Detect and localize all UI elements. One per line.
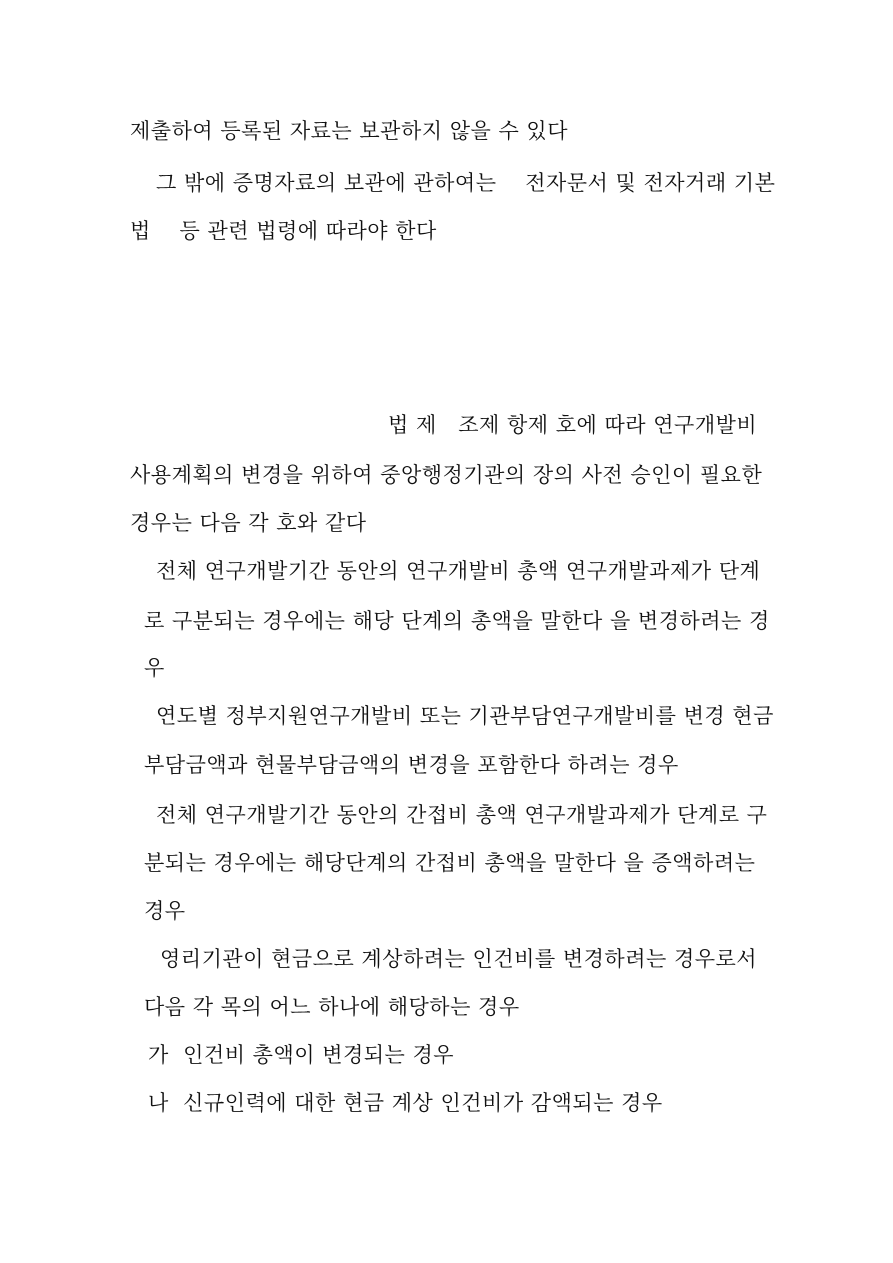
text-line-17: 가 인건비 총액이 변경되는 경우	[148, 1043, 455, 1067]
text-line-1: 제출하여 등록된 자료는 보관하지 않을 수 있다	[130, 119, 568, 143]
text-line-3: 법 등 관련 법령에 따라야 한다	[130, 219, 437, 243]
text-line-8: 로 구분되는 경우에는 해당 단계의 총액을 말한다 을 변경하려는 경	[144, 609, 770, 633]
text-line-18: 나 신규인력에 대한 현금 계상 인건비가 감액되는 경우	[148, 1091, 663, 1115]
text-line-11: 부담금액과 현물부담금액의 변경을 포함한다 하려는 경우	[144, 753, 679, 777]
text-line-13: 분되는 경우에는 해당단계의 간접비 총액을 말한다 을 증액하려는	[144, 851, 756, 875]
text-line-10: 연도별 정부지원연구개발비 또는 기관부담연구개발비를 변경 현금	[156, 704, 774, 728]
text-line-16: 다음 각 목의 어느 하나에 해당하는 경우	[144, 995, 520, 1019]
text-line-9: 우	[144, 656, 165, 680]
text-line-2: 그 밖에 증명자료의 보관에 관하여는 전자문서 및 전자거래 기본	[156, 171, 776, 195]
text-line-12: 전체 연구개발기간 동안의 간접비 총액 연구개발과제가 단계로 구	[156, 803, 768, 827]
text-line-6: 경우는 다음 각 호와 같다	[130, 511, 367, 535]
text-line-7: 전체 연구개발기간 동안의 연구개발비 총액 연구개발과제가 단계	[156, 559, 761, 583]
text-line-14: 경우	[144, 899, 186, 923]
text-line-4: 법 제 조제 항제 호에 따라 연구개발비	[388, 413, 758, 437]
text-line-5: 사용계획의 변경을 위하여 중앙행정기관의 장의 사전 승인이 필요한	[130, 463, 763, 487]
text-line-15: 영리기관이 현금으로 계상하려는 인건비를 변경하려는 경우로서	[160, 947, 758, 971]
